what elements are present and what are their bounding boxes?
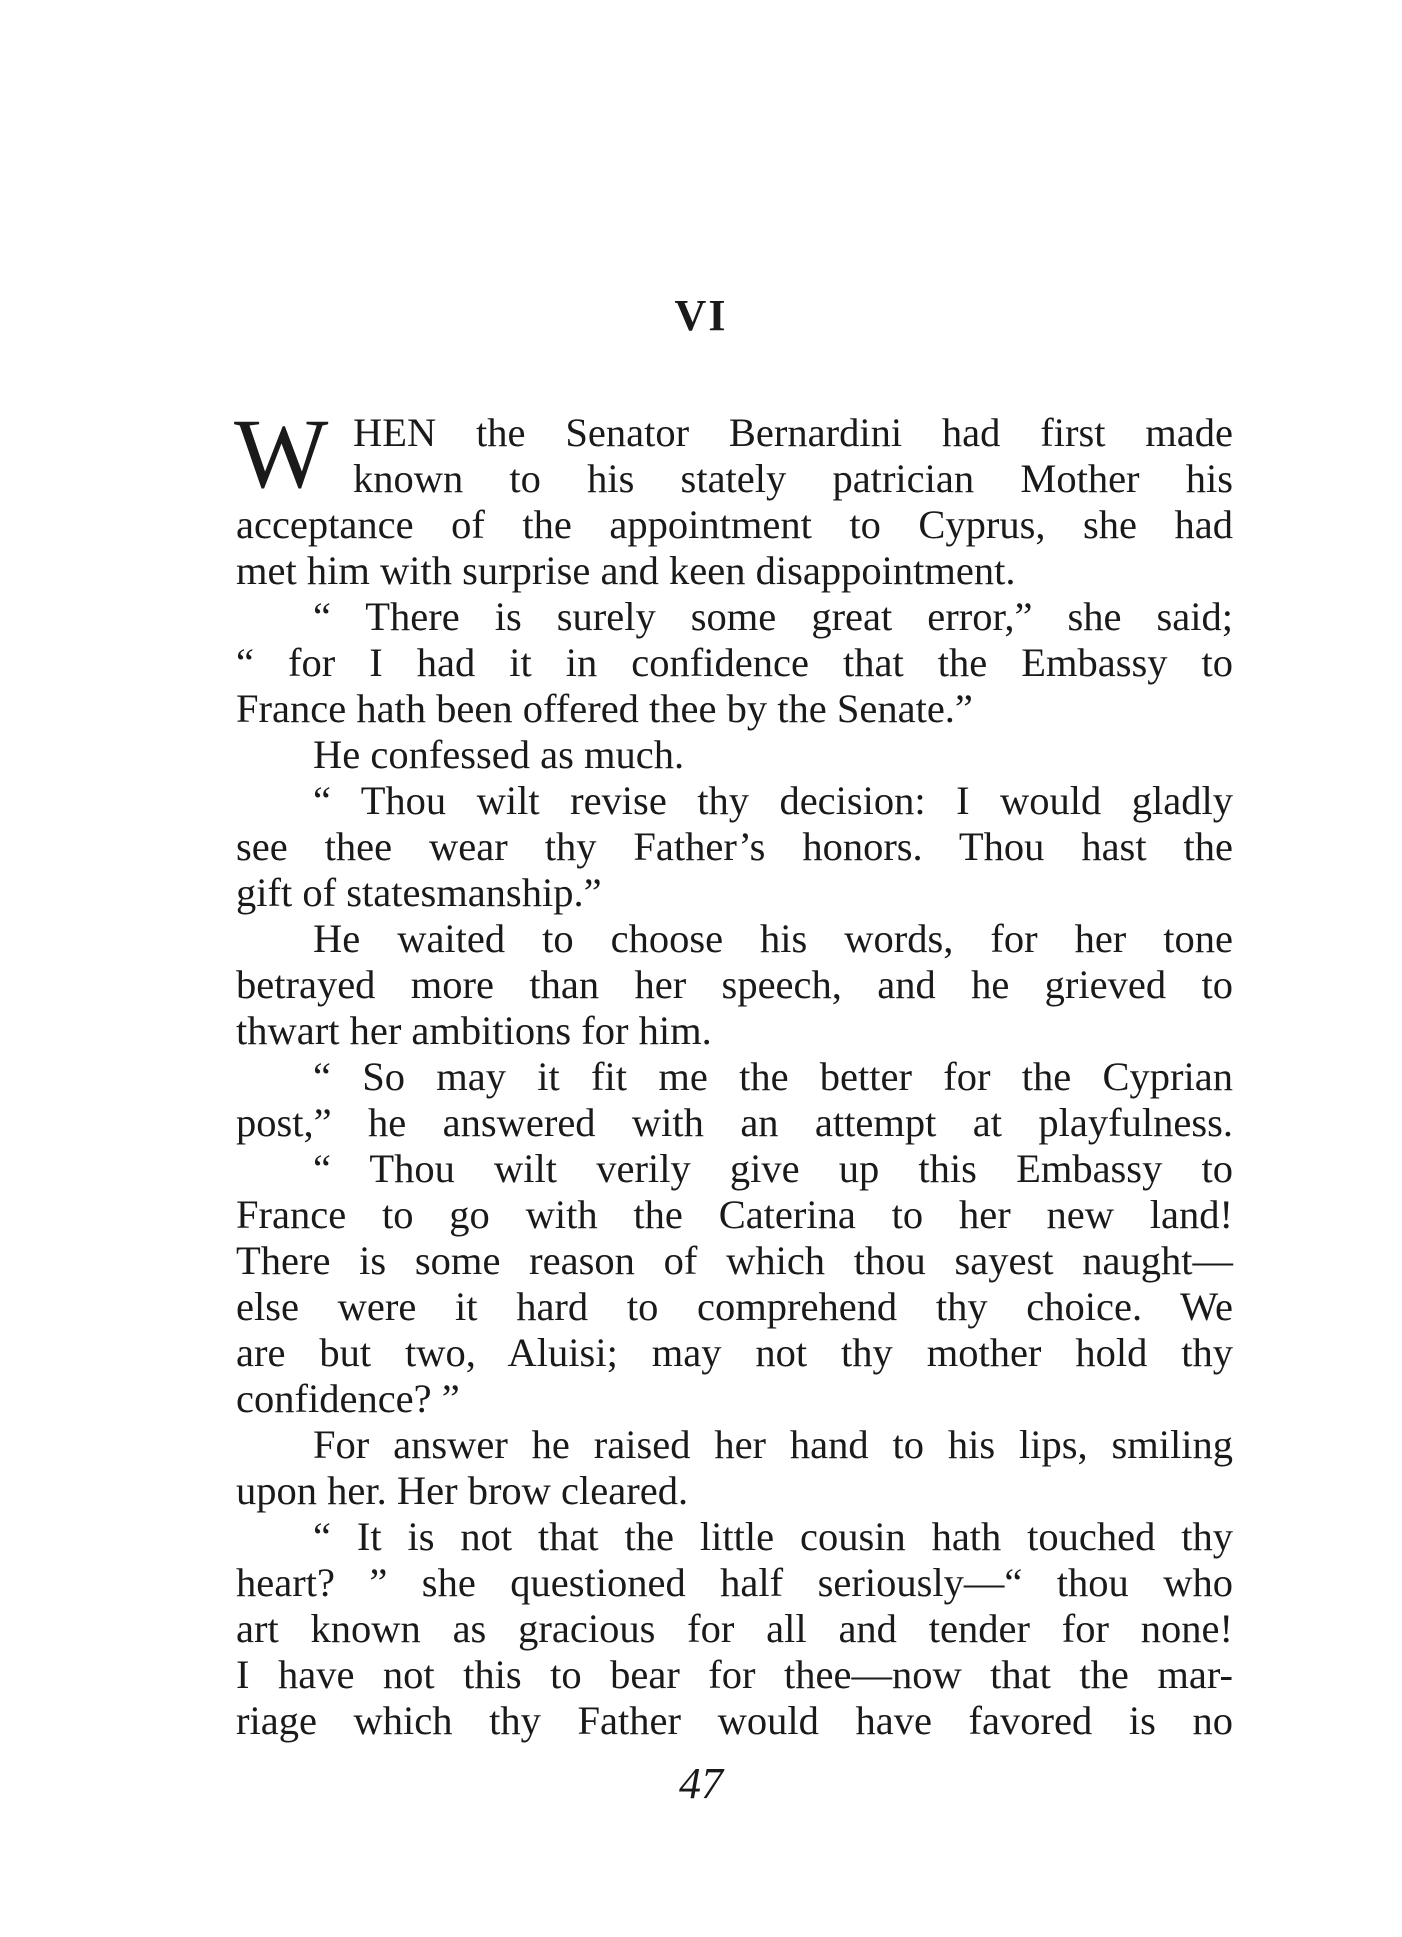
body-text [234, 398, 1233, 1744]
text-line: art known as gracious for all and tender for none! [236, 1606, 1233, 1651]
text-line: I have not this to bear for thee—now that the mar- [236, 1652, 1233, 1697]
text-line: For answer he raised her hand to his lips, smiling [313, 1422, 1233, 1467]
text-line: post,” he answered with an attempt at playfulness. [236, 1100, 1233, 1145]
drop-cap: W [234, 398, 329, 509]
text-line: “ It is not that the little cousin hath touched thy [313, 1514, 1233, 1559]
text-line: “ There is surely some great error,” she said; [313, 594, 1233, 639]
text-line: met him with surprise and keen disappointment. [236, 548, 1016, 593]
text-line: riage which thy Father would have favored is no [236, 1698, 1233, 1743]
text-line: else were it hard to comprehend thy choice. We [236, 1284, 1233, 1329]
text-line: confidence? ” [236, 1376, 460, 1421]
text-line: HEN the Senator Bernardini had first made [353, 410, 1233, 455]
text-line: There is some reason of which thou sayest naught— [236, 1238, 1233, 1283]
text-line: He waited to choose his words, for her tone [313, 916, 1233, 961]
text-line: heart? ” she questioned half seriously—“ thou who [236, 1560, 1233, 1605]
text-line: are but two, Aluisi; may not thy mother hold thy [236, 1330, 1233, 1375]
text-line: France to go with the Caterina to her new land! [236, 1192, 1233, 1237]
text-line: gift of statesmanship.” [236, 870, 602, 915]
text-line: acceptance of the appointment to Cyprus, she had [236, 502, 1233, 547]
text-line: France hath been offered thee by the Senate.” [236, 686, 973, 731]
text-line: see thee wear thy Father’s honors. Thou hast the [236, 824, 1233, 869]
text-line: “ Thou wilt revise thy decision: I would gladly [313, 778, 1233, 823]
text-line: “ Thou wilt verily give up this Embassy to [313, 1146, 1233, 1191]
text-line: “ for I had it in confidence that the Embassy to [236, 640, 1233, 685]
text-line: thwart her ambitions for him. [236, 1008, 712, 1053]
page-number: 47 [679, 1759, 723, 1808]
text-line: upon her. Her brow cleared. [236, 1468, 689, 1513]
text-line: He confessed as much. [313, 732, 685, 777]
text-line: “ So may it fit me the better for the Cyprian [313, 1054, 1233, 1099]
chapter-heading: VI [674, 291, 728, 340]
text-line: known to his stately patrician Mother his [353, 456, 1233, 501]
text-line: betrayed more than her speech, and he grieved to [236, 962, 1233, 1007]
